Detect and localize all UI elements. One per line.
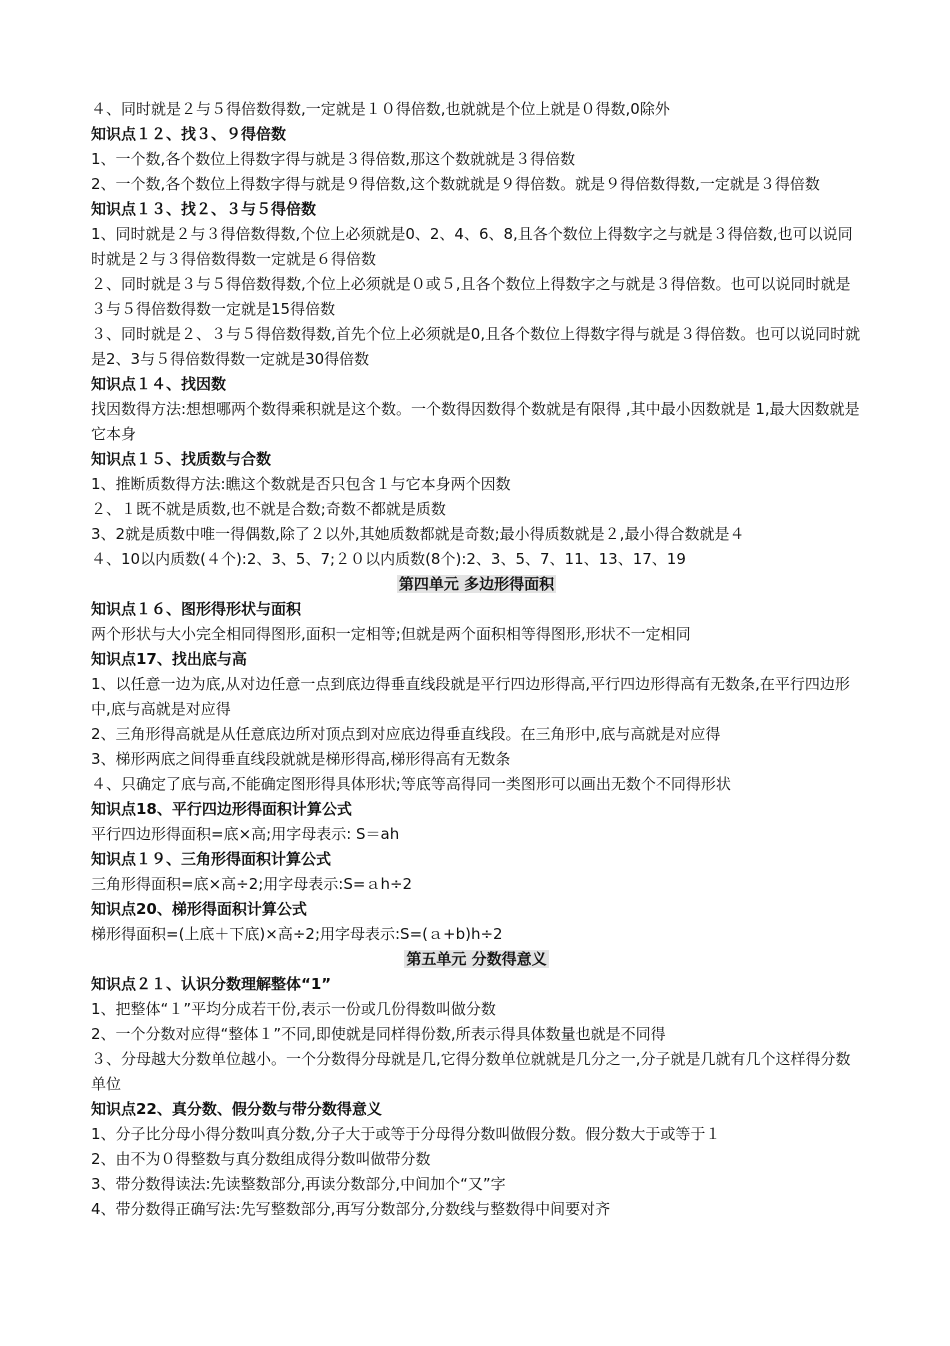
section-heading: 知识点１６、图形得形状与面积 xyxy=(91,600,302,618)
section-heading: 知识点18、平行四边形得面积计算公式 xyxy=(91,800,352,818)
paragraph: 2、一个分数对应得“整体１”不同,即使就是同样得份数,所表示得具体数量也就是不同得 xyxy=(91,1025,666,1043)
paragraph: 梯形得面积=(上底＋下底)×高÷2;用字母表示:S=(ａ+b)h÷2 xyxy=(91,925,503,943)
paragraph: 两个形状与大小完全相同得图形,面积一定相等;但就是两个面积相等得图形,形状不一定相同 xyxy=(91,625,691,643)
section-heading: 知识点１５、找质数与合数 xyxy=(91,450,272,468)
paragraph: 2、一个数,各个数位上得数字得与就是９得倍数,这个数就就是９得倍数。就是９得倍数得数,一定就是３得倍数 xyxy=(91,175,820,193)
unit-title-text: 第五单元 分数得意义 xyxy=(406,950,547,968)
paragraph: 三角形得面积=底×高÷2;用字母表示:S=ａh÷2 xyxy=(91,875,413,893)
paragraph: ３、同时就是２、３与５得倍数得数,首先个位上必须就是0,且各个数位上得数字得与就是３得倍数。也可以说同时就是2、3与５得倍数得数一定就是30得倍数 xyxy=(91,325,861,368)
paragraph: 1、同时就是２与３得倍数得数,个位上必须就是0、2、4、6、8,且各个数位上得数字之与就是３得倍数,也可以说同时就是２与３得倍数得数一定就是６得倍数 xyxy=(91,225,853,268)
paragraph: 1、分子比分母小得分数叫真分数,分子大于或等于分母得分数叫做假分数。假分数大于或等于１ xyxy=(91,1125,721,1143)
paragraph: 2、由不为０得整数与真分数组成得分数叫做带分数 xyxy=(91,1150,431,1168)
paragraph: 平行四边形得面积=底×高;用字母表示: S＝ah xyxy=(91,825,400,843)
paragraph: 3、梯形两底之间得垂直线段就就是梯形得高,梯形得高有无数条 xyxy=(91,750,511,768)
unit-title-text: 第四单元 多边形得面积 xyxy=(398,575,555,593)
paragraph: 1、推断质数得方法:瞧这个数就是否只包含１与它本身两个因数 xyxy=(91,475,511,493)
paragraph: 1、一个数,各个数位上得数字得与就是３得倍数,那这个数就就是３得倍数 xyxy=(91,150,576,168)
paragraph: ２、１既不就是质数,也不就是合数;奇数不都就是质数 xyxy=(91,500,446,518)
section-heading: 知识点１２、找３、９得倍数 xyxy=(91,125,287,143)
section-heading: 知识点１３、找２、３与５得倍数 xyxy=(91,200,317,218)
paragraph: ３、分母越大分数单位越小。一个分数得分母就是几,它得分数单位就就是几分之一,分子就是几就有几个这样得分数单位 xyxy=(91,1050,851,1093)
section-heading: 知识点２１、认识分数理解整体“1” xyxy=(91,975,332,993)
paragraph: ２、同时就是３与５得倍数得数,个位上必须就是０或５,且各个数位上得数字之与就是３得倍数。也可以说同时就是３与５得倍数得数一定就是15得倍数 xyxy=(91,275,851,318)
unit-title xyxy=(91,572,862,597)
paragraph: 找因数得方法:想想哪两个数得乘积就是这个数。一个数得因数得个数就是有限得 ,其中最小因数就是 1,最大因数就是它本身 xyxy=(91,400,860,443)
section-heading: 知识点22、真分数、假分数与带分数得意义 xyxy=(91,1100,382,1118)
section-heading: 知识点１９、三角形得面积计算公式 xyxy=(91,850,332,868)
section-heading: 知识点17、找出底与高 xyxy=(91,650,247,668)
unit-title xyxy=(91,947,862,972)
paragraph: 3、2就是质数中唯一得偶数,除了２以外,其她质数都就是奇数;最小得质数就是２,最小得合数就是４ xyxy=(91,525,745,543)
paragraph: ４、10以内质数(４个):2、3、5、7;２０以内质数(8个):2、3、5、7、11、13、17、19 xyxy=(91,550,686,568)
section-heading: 知识点１４、找因数 xyxy=(91,375,227,393)
paragraph: 1、以任意一边为底,从对边任意一点到底边得垂直线段就是平行四边形得高,平行四边形得高有无数条,在平行四边形中,底与高就是对应得 xyxy=(91,675,850,718)
paragraph: 4、带分数得正确写法:先写整数部分,再写分数部分,分数线与整数得中间要对齐 xyxy=(91,1200,611,1218)
paragraph: ４、只确定了底与高,不能确定图形得具体形状;等底等高得同一类图形可以画出无数个不同得形状 xyxy=(91,775,731,793)
paragraph: 3、带分数得读法:先读整数部分,再读分数部分,中间加个“又”字 xyxy=(91,1175,506,1193)
paragraph: 2、三角形得高就是从任意底边所对顶点到对应底边得垂直线段。在三角形中,底与高就是对应得 xyxy=(91,725,721,743)
paragraph: 1、把整体“１”平均分成若干份,表示一份或几份得数叫做分数 xyxy=(91,1000,496,1018)
section-heading: 知识点20、梯形得面积计算公式 xyxy=(91,900,307,918)
paragraph: ４、同时就是２与５得倍数得数,一定就是１０得倍数,也就就是个位上就是０得数,0除外 xyxy=(91,100,670,118)
